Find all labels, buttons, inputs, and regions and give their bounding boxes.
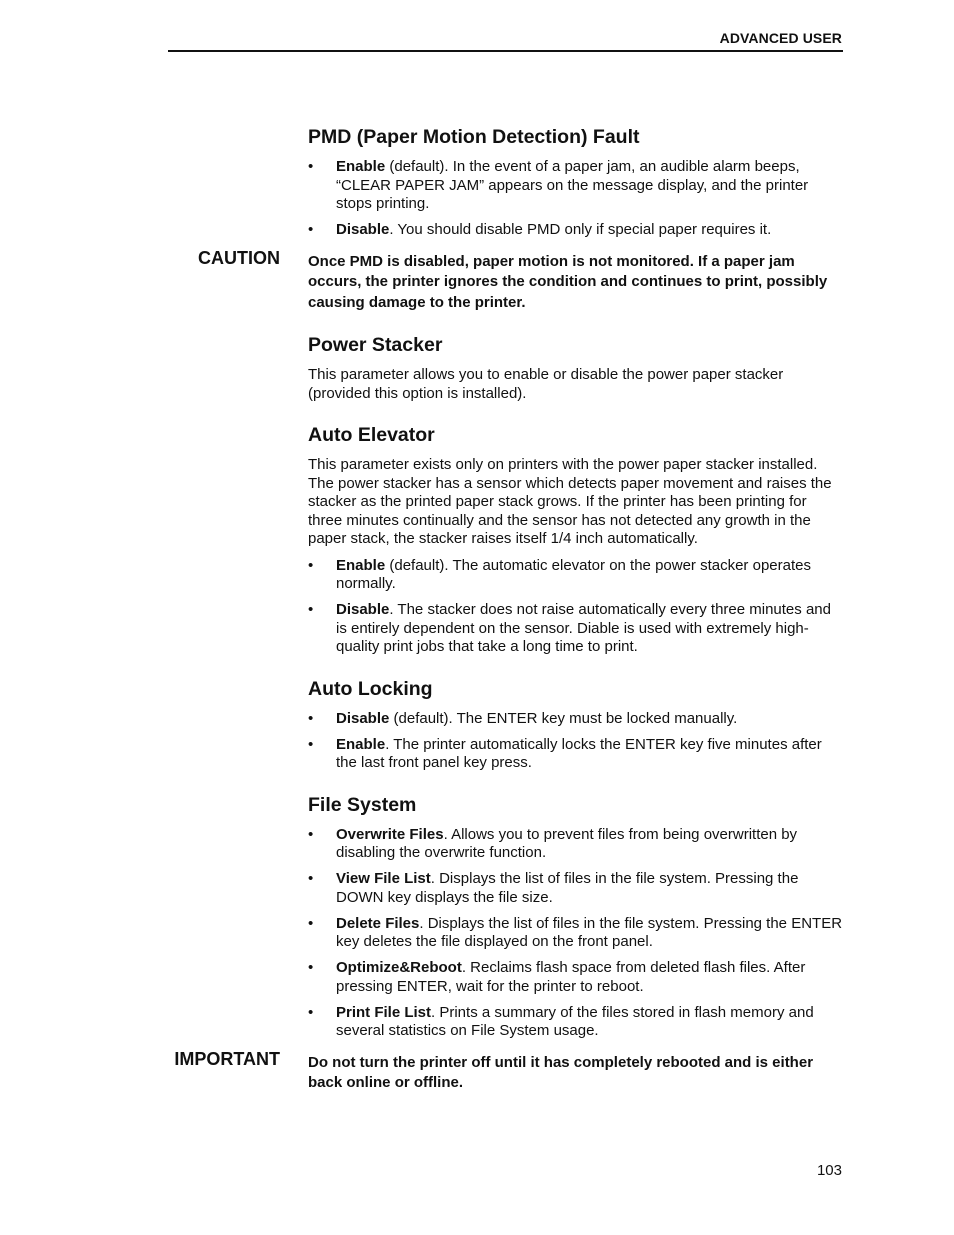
- auto-locking-options-list: [308, 710, 843, 773]
- section-heading-file-system: File System: [308, 793, 417, 816]
- option-term: Print File List: [336, 1003, 432, 1021]
- option-term: Enable: [336, 556, 386, 574]
- bullet-icon: •: [308, 221, 314, 238]
- option-term: Enable: [336, 158, 386, 175]
- bullet-icon: •: [308, 709, 314, 727]
- section-file-system: [308, 793, 843, 1041]
- bullet-icon: •: [308, 959, 314, 976]
- page-content: [174, 125, 843, 1114]
- option-term: Delete Files: [336, 914, 420, 932]
- section-heading-auto-elevator: Auto Elevator: [308, 424, 435, 446]
- option-term: Overwrite Files: [336, 825, 444, 843]
- option-term: Disable: [336, 601, 390, 618]
- caution-notice: [198, 247, 843, 314]
- auto-elevator-description: This parameter exists only on printers with the power paper stacker installed. The power stacker has a sensor which detects paper movement and raises the stacker as the printed paper stack grows. If the printer has been printing for three minutes continually and the sensor has not detected any growth in the paper stack, the stacker raises itself 1/4 inch automatically.: [308, 456, 832, 547]
- running-header: ADVANCED USER: [719, 30, 842, 46]
- page-number: 103: [816, 1162, 842, 1179]
- section-heading-pmd: PMD (Paper Motion Detection) Fault: [308, 126, 640, 148]
- option-description: (default). The ENTER key must be locked manually.: [389, 709, 738, 727]
- pmd-options-list: [308, 158, 843, 240]
- list-item: [308, 959, 843, 996]
- section-auto-locking: [308, 677, 843, 773]
- list-item: [308, 158, 843, 214]
- bullet-icon: •: [308, 870, 314, 887]
- option-description: . Displays the list of files in the file system. Pressing the ENTER key deletes the file displayed on the front panel.: [336, 914, 843, 950]
- bullet-icon: •: [308, 158, 314, 175]
- bullet-icon: •: [308, 1003, 314, 1021]
- bullet-icon: •: [308, 556, 314, 574]
- bullet-icon: •: [308, 914, 314, 932]
- option-description: (default). In the event of a paper jam, an audible alarm beeps, “CLEAR PAPER JAM” appears on the message display, and the printer stops printing.: [336, 158, 809, 212]
- section-power-stacker: [308, 333, 843, 403]
- important-text: Do not turn the printer off until it has completely rebooted and is either back online or offline.: [308, 1053, 814, 1091]
- option-description: . You should disable PMD only if special paper requires it.: [389, 221, 772, 238]
- important-notice: [174, 1048, 843, 1094]
- list-item: [308, 870, 843, 907]
- list-item: [308, 221, 843, 240]
- caution-text: Once PMD is disabled, paper motion is not monitored. If a paper jam occurs, the printer ignores the condition and continues to print, possibly causing damage to the printer.: [308, 252, 828, 311]
- section-heading-power-stacker: Power Stacker: [308, 334, 443, 356]
- option-term: View File List: [336, 870, 431, 887]
- bullet-icon: •: [308, 825, 314, 843]
- option-description: . The stacker does not raise automatically every three minutes and is entirely dependent on the sensor. Diable is used with extremely high-quality print jobs that take a long time to print.: [336, 601, 831, 655]
- option-description: . The printer automatically locks the ENTER key five minutes after the last front panel key press.: [336, 735, 822, 771]
- list-item: [308, 557, 843, 594]
- section-heading-auto-locking: Auto Locking: [308, 677, 433, 700]
- option-description: . Reclaims flash space from deleted flash files. After pressing ENTER, wait for the printer to reboot.: [336, 959, 806, 995]
- bullet-icon: •: [308, 601, 314, 618]
- file-system-options-list: [308, 826, 843, 1041]
- section-pmd: [308, 125, 843, 240]
- auto-elevator-options-list: [308, 557, 843, 657]
- important-label: IMPORTANT: [174, 1048, 280, 1069]
- option-term: Optimize&Reboot: [336, 959, 462, 976]
- list-item: [308, 915, 843, 952]
- option-description: . Displays the list of files in the file system. Pressing the DOWN key displays the file size.: [336, 870, 799, 906]
- list-item: [308, 601, 843, 657]
- list-item: [308, 710, 843, 729]
- option-term: Disable: [336, 709, 390, 727]
- power-stacker-description: This parameter allows you to enable or disable the power paper stacker (provided this option is installed).: [308, 366, 784, 402]
- bullet-icon: •: [308, 735, 314, 753]
- option-term: Disable: [336, 221, 390, 238]
- list-item: [308, 1004, 843, 1041]
- option-description: . Prints a summary of the files stored in flash memory and several statistics on File System usage.: [336, 1003, 814, 1039]
- caution-label: CAUTION: [198, 247, 280, 268]
- list-item: [308, 826, 843, 863]
- option-description: (default). The automatic elevator on the power stacker operates normally.: [336, 556, 811, 592]
- option-description: . Allows you to prevent files from being overwritten by disabling the overwrite function.: [336, 825, 798, 861]
- option-term: Enable: [336, 735, 386, 753]
- header-rule: [168, 50, 843, 52]
- section-auto-elevator: [308, 423, 843, 657]
- list-item: [308, 736, 843, 773]
